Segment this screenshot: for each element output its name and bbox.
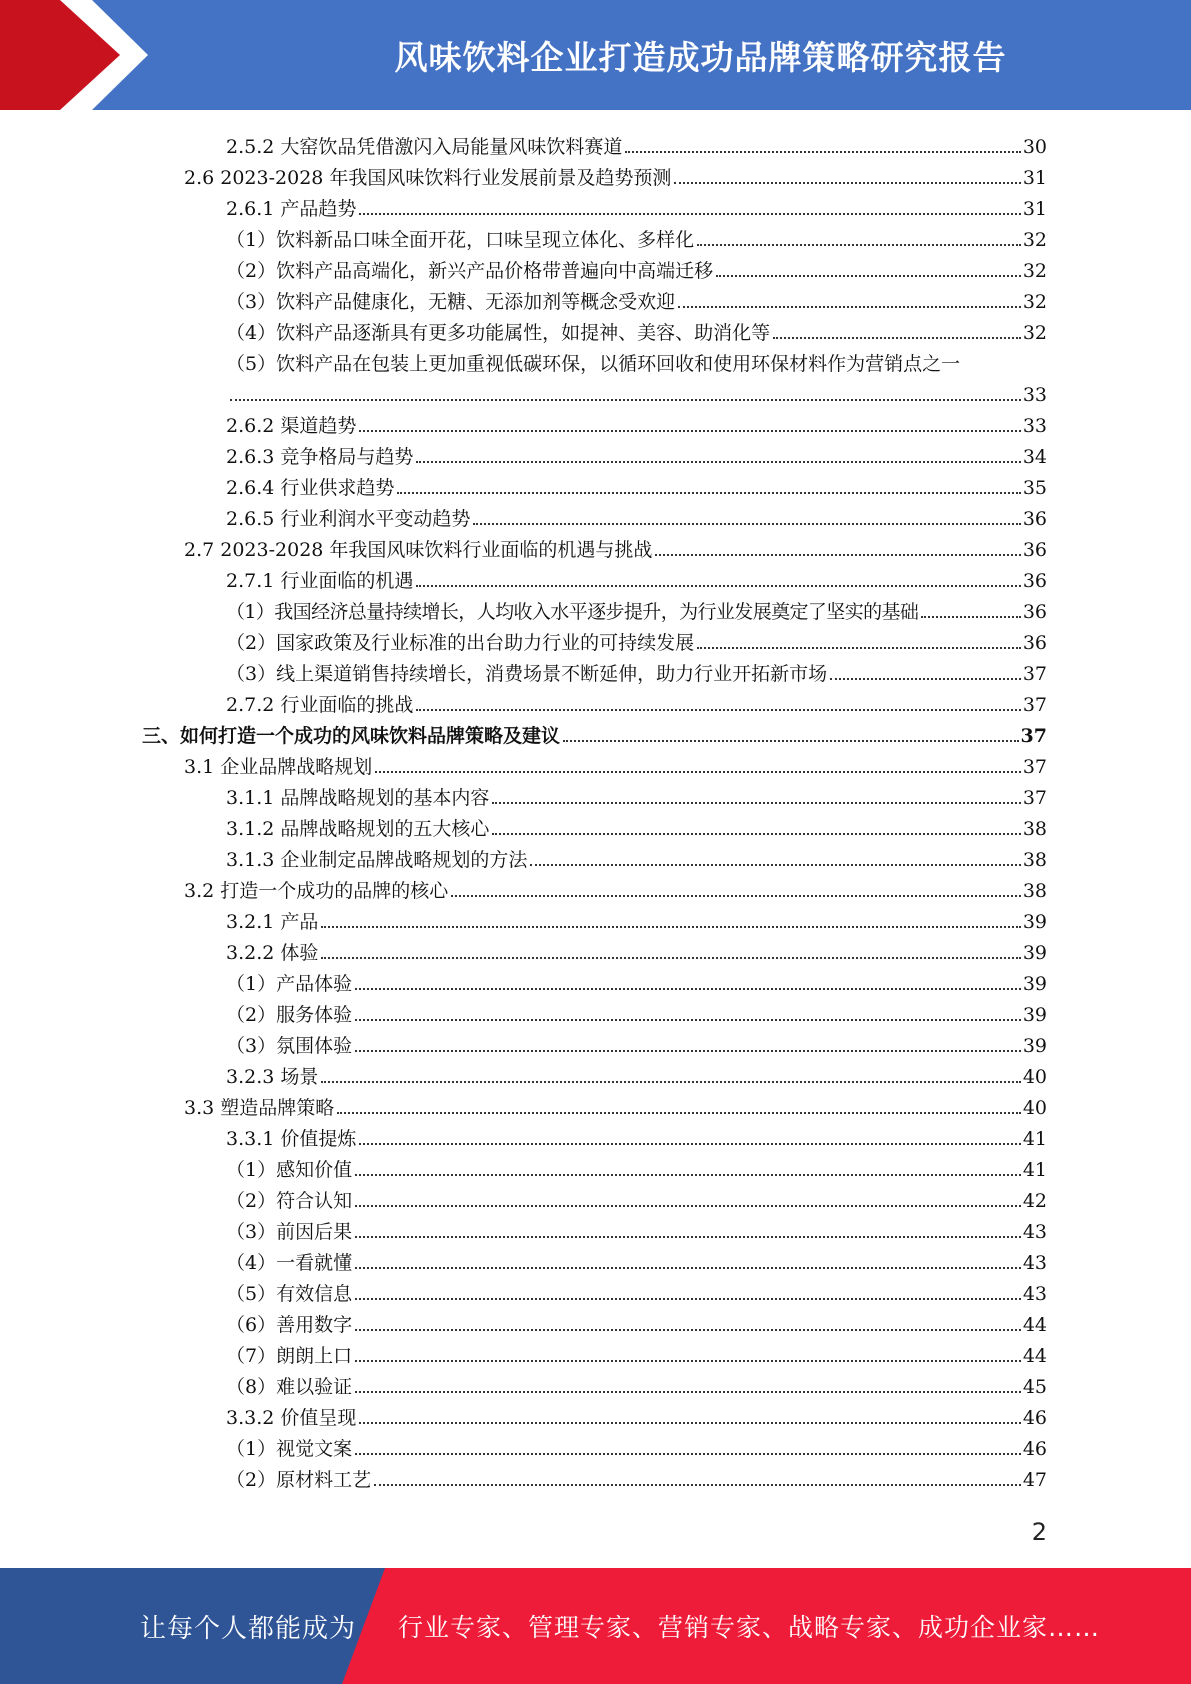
toc-entry[interactable] <box>226 902 1047 933</box>
toc-entry-page: 41 <box>1022 1128 1047 1150</box>
toc-leader-dots <box>355 1173 1021 1176</box>
toc-entry-page: 37 <box>1020 725 1047 747</box>
toc-leader-dots <box>355 1235 1021 1238</box>
toc-leader-dots <box>321 1080 1020 1083</box>
toc-leader-dots <box>563 739 1019 742</box>
toc-leader-dots <box>321 925 1020 928</box>
toc-chapter-entry[interactable] <box>142 716 1047 747</box>
toc-entry-page: 38 <box>1022 880 1047 902</box>
toc-entry-title: （2）服务体验 <box>226 1004 353 1026</box>
toc-entry-title: （3）饮料产品健康化，无糖、无添加剂等概念受欢迎 <box>226 291 676 313</box>
toc-entry-page: 46 <box>1022 1438 1047 1460</box>
toc-entry[interactable] <box>226 995 1047 1026</box>
toc-leader-dots <box>397 491 1020 494</box>
toc-leader-dots <box>773 336 1021 339</box>
toc-entry[interactable] <box>226 189 1047 220</box>
toc-entry[interactable] <box>226 1305 1047 1336</box>
toc-entry[interactable] <box>226 127 1047 158</box>
toc-entry-page: 36 <box>1022 601 1047 623</box>
toc-entry-title: 3.2.1 产品 <box>226 911 319 933</box>
toc-entry-title: 3.2 打造一个成功的品牌的核心 <box>184 880 449 902</box>
toc-entry-page: 36 <box>1022 508 1047 530</box>
toc-leader-dots <box>530 863 1020 866</box>
toc-entry[interactable] <box>226 1460 1047 1491</box>
footer-slogan-right: 行业专家、管理专家、营销专家、战略专家、成功企业家…… <box>398 1613 1101 1642</box>
toc-leader-dots <box>374 1483 1021 1486</box>
toc-entry-title: （2）饮料产品高端化，新兴产品价格带普遍向中高端迁移 <box>226 260 714 282</box>
toc-entry[interactable] <box>226 1181 1047 1212</box>
page-number: 2 <box>1031 1518 1047 1546</box>
toc-entry[interactable] <box>226 1150 1047 1181</box>
toc-leader-dots <box>716 274 1021 277</box>
toc-entry-title: 2.6 2023-2028 年我国风味饮料行业发展前景及趋势预测 <box>184 167 672 189</box>
toc-entry-page: 34 <box>1022 446 1047 468</box>
toc-entry-title: 3.1.3 企业制定品牌战略规划的方法 <box>226 849 528 871</box>
toc-leader-dots <box>697 243 1021 246</box>
toc-leader-dots <box>451 894 1021 897</box>
toc-entry[interactable] <box>226 1026 1047 1057</box>
toc-entry-title: （1）视觉文案 <box>226 1438 353 1460</box>
toc-entry-page: 39 <box>1022 911 1047 933</box>
toc-entry-page: 47 <box>1022 1469 1047 1491</box>
toc-entry-page: 32 <box>1022 260 1047 282</box>
toc-leader-dots <box>416 708 1020 711</box>
toc-leader-dots <box>678 305 1021 308</box>
toc-entry[interactable] <box>226 1429 1047 1460</box>
toc-entry-title: 2.6.2 渠道趋势 <box>226 415 357 437</box>
toc-entry[interactable] <box>226 313 1047 344</box>
toc-entry-title: （1）饮料新品口味全面开花，口味呈现立体化、多样化 <box>226 229 695 251</box>
toc-entry[interactable] <box>226 344 1047 375</box>
toc-entry-title: 3.3.2 价值呈现 <box>226 1407 357 1429</box>
toc-entry-title: 3.1.2 品牌战略规划的五大核心 <box>226 818 490 840</box>
toc-entry-page: 43 <box>1022 1252 1047 1274</box>
toc-entry-title: （5）饮料产品在包装上更加重视低碳环保，以循环回收和使用环保材料作为营销点之一 <box>226 353 961 375</box>
toc-entry[interactable] <box>226 561 1047 592</box>
toc-entry-title: 2.6.3 竞争格局与趋势 <box>226 446 414 468</box>
toc-leader-dots <box>416 584 1020 587</box>
toc-entry[interactable] <box>226 654 1047 685</box>
toc-entry-page: 44 <box>1022 1345 1047 1367</box>
toc-entry-page: 36 <box>1022 539 1047 561</box>
toc-entry-title: （8）难以验证 <box>226 1376 353 1398</box>
toc-entry[interactable] <box>226 933 1047 964</box>
toc-entry[interactable] <box>226 1212 1047 1243</box>
toc-leader-dots <box>492 832 1020 835</box>
toc-leader-dots <box>355 1297 1021 1300</box>
toc-entry[interactable] <box>184 747 1047 778</box>
toc-entry[interactable] <box>226 282 1047 313</box>
toc-entry-page: 38 <box>1022 849 1047 871</box>
toc-entry-title: （2）国家政策及行业标准的出台助力行业的可持续发展 <box>226 632 695 654</box>
toc-entry-page: 30 <box>1022 136 1047 158</box>
toc-entry-page: 40 <box>1022 1097 1047 1119</box>
toc-entry-page: 33 <box>1022 384 1047 406</box>
toc-entry-page: 40 <box>1022 1066 1047 1088</box>
toc-leader-dots <box>655 553 1020 556</box>
toc-entry[interactable] <box>226 809 1047 840</box>
toc-leader-dots <box>321 956 1020 959</box>
toc-leader-dots <box>355 1266 1021 1269</box>
toc-entry-title: 3.2.3 场景 <box>226 1066 319 1088</box>
footer-slogan-left: 让每个人都能成为 <box>140 1613 357 1644</box>
toc-leader-dots <box>355 1328 1021 1331</box>
toc-entry-title: 2.6.5 行业利润水平变动趋势 <box>226 508 471 530</box>
toc-entry[interactable] <box>226 685 1047 716</box>
toc-leader-dots <box>674 181 1020 184</box>
toc-leader-dots <box>473 522 1020 525</box>
toc-entry[interactable] <box>226 964 1047 995</box>
toc-entry[interactable] <box>226 778 1047 809</box>
report-title: 风味饮料企业打造成功品牌策略研究报告 <box>394 37 1007 77</box>
toc-entry-title: 三、如何打造一个成功的风味饮料品牌策略及建议 <box>142 725 561 747</box>
toc-entry[interactable] <box>226 406 1047 437</box>
toc-leader-dots <box>359 212 1020 215</box>
toc-leader-dots <box>359 429 1020 432</box>
toc-entry[interactable] <box>226 592 1047 623</box>
toc-entry[interactable] <box>184 158 1047 189</box>
header-banner <box>0 0 1191 110</box>
toc-entry[interactable] <box>226 1243 1047 1274</box>
toc-entry-title: 2.5.2 大窑饮品凭借激闪入局能量风味饮料赛道 <box>226 136 623 158</box>
toc-entry-title: （3）线上渠道销售持续增长，消费场景不断延伸，助力行业开拓新市场 <box>226 663 828 685</box>
toc-leader-dots <box>337 1111 1021 1114</box>
toc-entry-title: （3）氛围体验 <box>226 1035 353 1057</box>
toc-entry-page: 43 <box>1022 1221 1047 1243</box>
toc-entry-page: 37 <box>1022 663 1047 685</box>
toc-entry-title: 3.1.1 品牌战略规划的基本内容 <box>226 787 490 809</box>
toc-entry-title: （2）原材料工艺 <box>226 1469 372 1491</box>
toc-entry[interactable] <box>226 1336 1047 1367</box>
toc-leader-dots <box>492 801 1020 804</box>
toc-entry[interactable] <box>184 530 1047 561</box>
toc-entry-page: 35 <box>1022 477 1047 499</box>
toc-entry-title: 3.1 企业品牌战略规划 <box>184 756 373 778</box>
toc-entry-title: 2.6.1 产品趋势 <box>226 198 357 220</box>
toc-entry-title: （1）感知价值 <box>226 1159 353 1181</box>
toc-entry-page: 32 <box>1022 229 1047 251</box>
toc-entry[interactable] <box>226 623 1047 654</box>
toc-entry[interactable] <box>226 1057 1047 1088</box>
toc-entry-title: （7）朗朗上口 <box>226 1345 353 1367</box>
toc-leader-dots <box>921 615 1021 618</box>
toc-entry-page: 44 <box>1022 1314 1047 1336</box>
toc-entry[interactable] <box>226 437 1047 468</box>
footer-banner <box>0 1568 1191 1684</box>
toc-entry[interactable] <box>226 840 1047 871</box>
toc-entry-page: 31 <box>1022 198 1047 220</box>
toc-leader-dots <box>697 646 1021 649</box>
toc-entry[interactable] <box>226 1367 1047 1398</box>
toc-entry-page: 39 <box>1022 973 1047 995</box>
toc-entry-page: 41 <box>1022 1159 1047 1181</box>
toc-leader-dots <box>625 150 1020 153</box>
toc-entry-title: （3）前因后果 <box>226 1221 353 1243</box>
toc-leader-dots <box>230 398 1021 401</box>
toc-entry[interactable] <box>184 1088 1047 1119</box>
toc-entry-page: 36 <box>1022 570 1047 592</box>
toc-entry-page: 42 <box>1022 1190 1047 1212</box>
toc-entry[interactable] <box>226 1398 1047 1429</box>
toc-entry-page: 38 <box>1022 818 1047 840</box>
toc-leader-dots <box>355 1390 1021 1393</box>
toc-entry-page: 45 <box>1022 1376 1047 1398</box>
toc-entry-title: 2.6.4 行业供求趋势 <box>226 477 395 499</box>
toc-entry-title: 3.2.2 体验 <box>226 942 319 964</box>
toc-leader-dots <box>355 1018 1021 1021</box>
toc-entry-page: 33 <box>1022 415 1047 437</box>
toc-entry-title: （5）有效信息 <box>226 1283 353 1305</box>
toc-leader-dots <box>359 1142 1020 1145</box>
toc-entry-page: 36 <box>1022 632 1047 654</box>
toc-entry[interactable] <box>226 251 1047 282</box>
toc-entry-title: 2.7 2023-2028 年我国风味饮料行业面临的机遇与挑战 <box>184 539 653 561</box>
toc-entry-page: 32 <box>1022 322 1047 344</box>
toc-entry[interactable] <box>226 1274 1047 1305</box>
toc-leader-dots <box>355 1204 1021 1207</box>
toc-entry-title: （4）饮料产品逐渐具有更多功能属性，如提神、美容、助消化等 <box>226 322 771 344</box>
toc-leader-dots <box>416 460 1020 463</box>
toc-leader-dots <box>375 770 1021 773</box>
toc-entry-title: （1）产品体验 <box>226 973 353 995</box>
toc-entry-page: 31 <box>1022 167 1047 189</box>
toc-leader-dots <box>355 1452 1021 1455</box>
toc-entry-page: 37 <box>1022 787 1047 809</box>
toc-leader-dots <box>355 1049 1021 1052</box>
toc-entry-page: 37 <box>1022 694 1047 716</box>
toc-entry-page: 37 <box>1022 756 1047 778</box>
toc-entry[interactable] <box>226 499 1047 530</box>
toc-entry-page: 39 <box>1022 1035 1047 1057</box>
toc-leader-dots <box>355 1359 1021 1362</box>
toc-entry-continuation[interactable] <box>230 375 1047 406</box>
toc-entry-page: 43 <box>1022 1283 1047 1305</box>
toc-entry-title: 2.7.1 行业面临的机遇 <box>226 570 414 592</box>
toc-entry-title: （4）一看就懂 <box>226 1252 353 1274</box>
toc-leader-dots <box>830 677 1021 680</box>
toc-entry-title: 3.3 塑造品牌策略 <box>184 1097 335 1119</box>
toc-entry-title: 2.7.2 行业面临的挑战 <box>226 694 414 716</box>
toc-entry-page: 32 <box>1022 291 1047 313</box>
toc-entry-title: （6）善用数字 <box>226 1314 353 1336</box>
toc-entry[interactable] <box>184 871 1047 902</box>
toc-entry-title: 3.3.1 价值提炼 <box>226 1128 357 1150</box>
toc-leader-dots <box>355 987 1021 990</box>
toc-entry-title: （2）符合认知 <box>226 1190 353 1212</box>
toc-entry-page: 39 <box>1022 942 1047 964</box>
toc-entry[interactable] <box>226 1119 1047 1150</box>
toc-entry-page: 39 <box>1022 1004 1047 1026</box>
toc-entry[interactable] <box>226 220 1047 251</box>
toc-leader-dots <box>359 1421 1020 1424</box>
toc-entry-title: （1）我国经济总量持续增长，人均收入水平逐步提升，为行业发展奠定了坚实的基础 <box>226 601 919 623</box>
toc-entry-page: 46 <box>1022 1407 1047 1429</box>
toc-entry[interactable] <box>226 468 1047 499</box>
